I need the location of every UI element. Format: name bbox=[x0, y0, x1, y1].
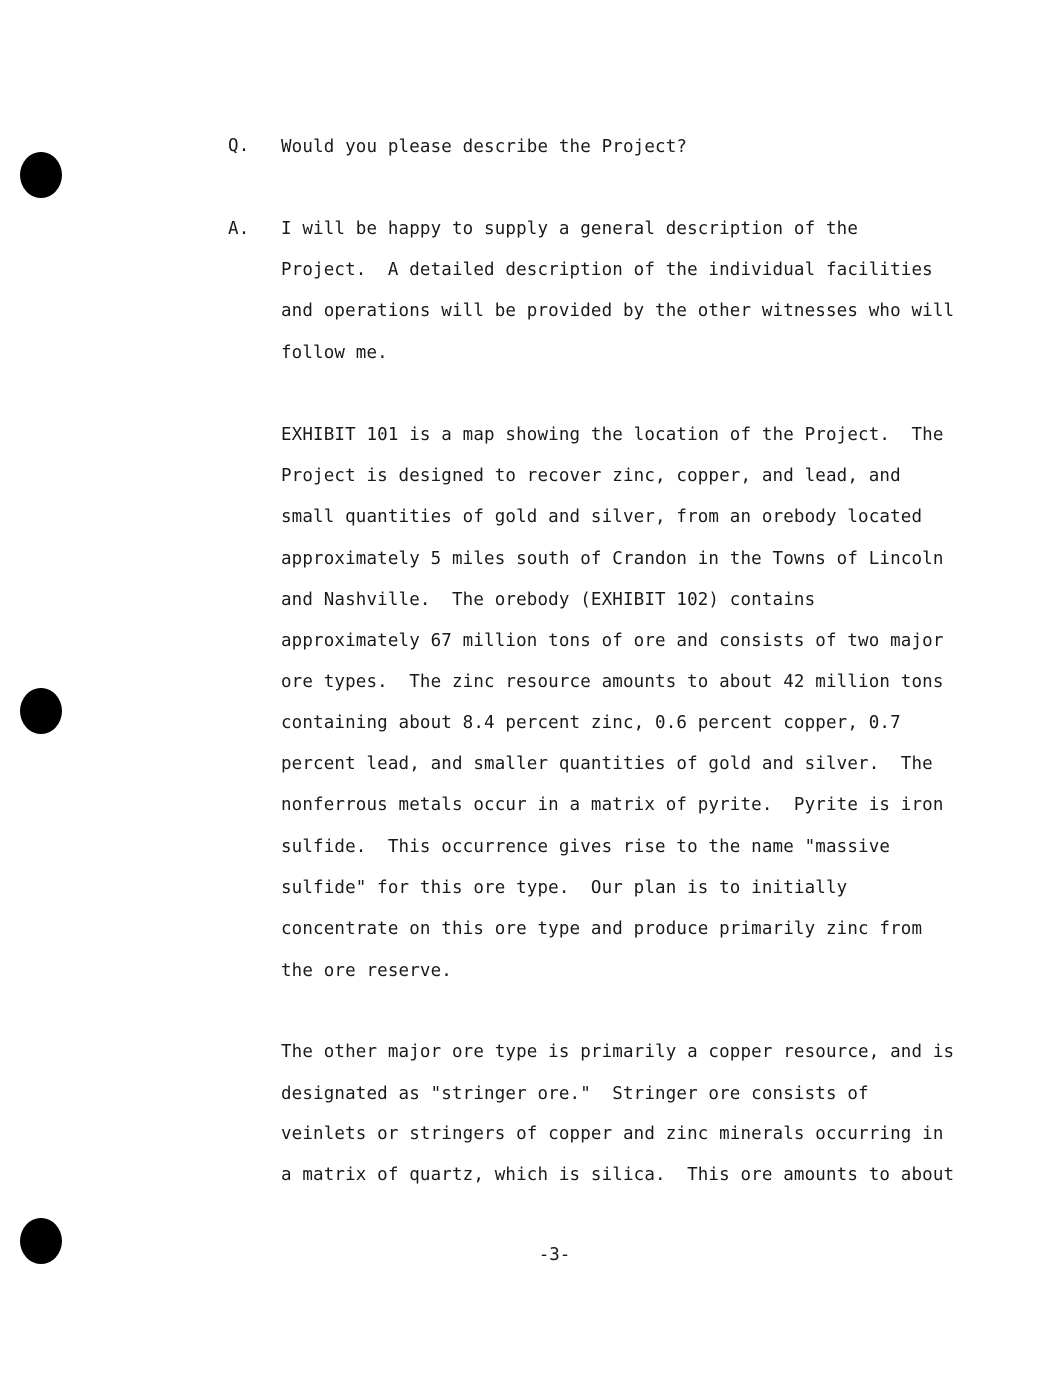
paragraph-3-line: veinlets or stringers of copper and zinc minerals occurring in bbox=[281, 1124, 944, 1144]
paragraph-3-line: a matrix of quartz, which is silica. This ore amounts to about bbox=[281, 1165, 955, 1185]
question-text: Would you please describe the Project? bbox=[281, 137, 688, 157]
paragraph-2-line: Project is designed to recover zinc, copper, and lead, and bbox=[281, 466, 901, 486]
paragraph-2-line: approximately 67 million tons of ore and consists of two major bbox=[281, 631, 944, 651]
paragraph-2-line: containing about 8.4 percent zinc, 0.6 percent copper, 0.7 bbox=[281, 713, 901, 733]
paragraph-1-line: and operations will be provided by the other witnesses who will bbox=[281, 301, 955, 321]
paragraph-2-line: percent lead, and smaller quantities of gold and silver. The bbox=[281, 754, 933, 774]
paragraph-2-line: EXHIBIT 101 is a map showing the location of the Project. The bbox=[281, 425, 944, 445]
paragraph-2-line: concentrate on this ore type and produce primarily zinc from bbox=[281, 919, 923, 939]
binder-hole-top bbox=[20, 152, 62, 198]
page-number: -3- bbox=[538, 1245, 571, 1265]
paragraph-1-line: Project. A detailed description of the individual facilities bbox=[281, 260, 933, 280]
paragraph-1-line: I will be happy to supply a general description of the bbox=[281, 219, 859, 239]
paragraph-2-line: small quantities of gold and silver, from an orebody located bbox=[281, 507, 923, 527]
paragraph-2-line: the ore reserve. bbox=[281, 961, 452, 981]
paragraph-2-line: ore types. The zinc resource amounts to about 42 million tons bbox=[281, 672, 944, 692]
binder-hole-middle bbox=[20, 688, 62, 734]
paragraph-3-line: The other major ore type is primarily a copper resource, and is bbox=[281, 1042, 955, 1062]
paragraph-1-line: follow me. bbox=[281, 343, 388, 363]
paragraph-2-line: and Nashville. The orebody (EXHIBIT 102) contains bbox=[281, 590, 816, 610]
paragraph-2-line: sulfide" for this ore type. Our plan is to initially bbox=[281, 878, 848, 898]
paragraph-2-line: approximately 5 miles south of Crandon in the Towns of Lincoln bbox=[281, 549, 944, 569]
paragraph-2-line: sulfide. This occurrence gives rise to the name "massive bbox=[281, 837, 891, 857]
answer-marker: A. bbox=[228, 219, 250, 239]
paragraph-3-line: designated as "stringer ore." Stringer ore consists of bbox=[281, 1084, 869, 1104]
paragraph-2-line: nonferrous metals occur in a matrix of pyrite. Pyrite is iron bbox=[281, 795, 944, 815]
question-marker: Q. bbox=[228, 136, 250, 156]
